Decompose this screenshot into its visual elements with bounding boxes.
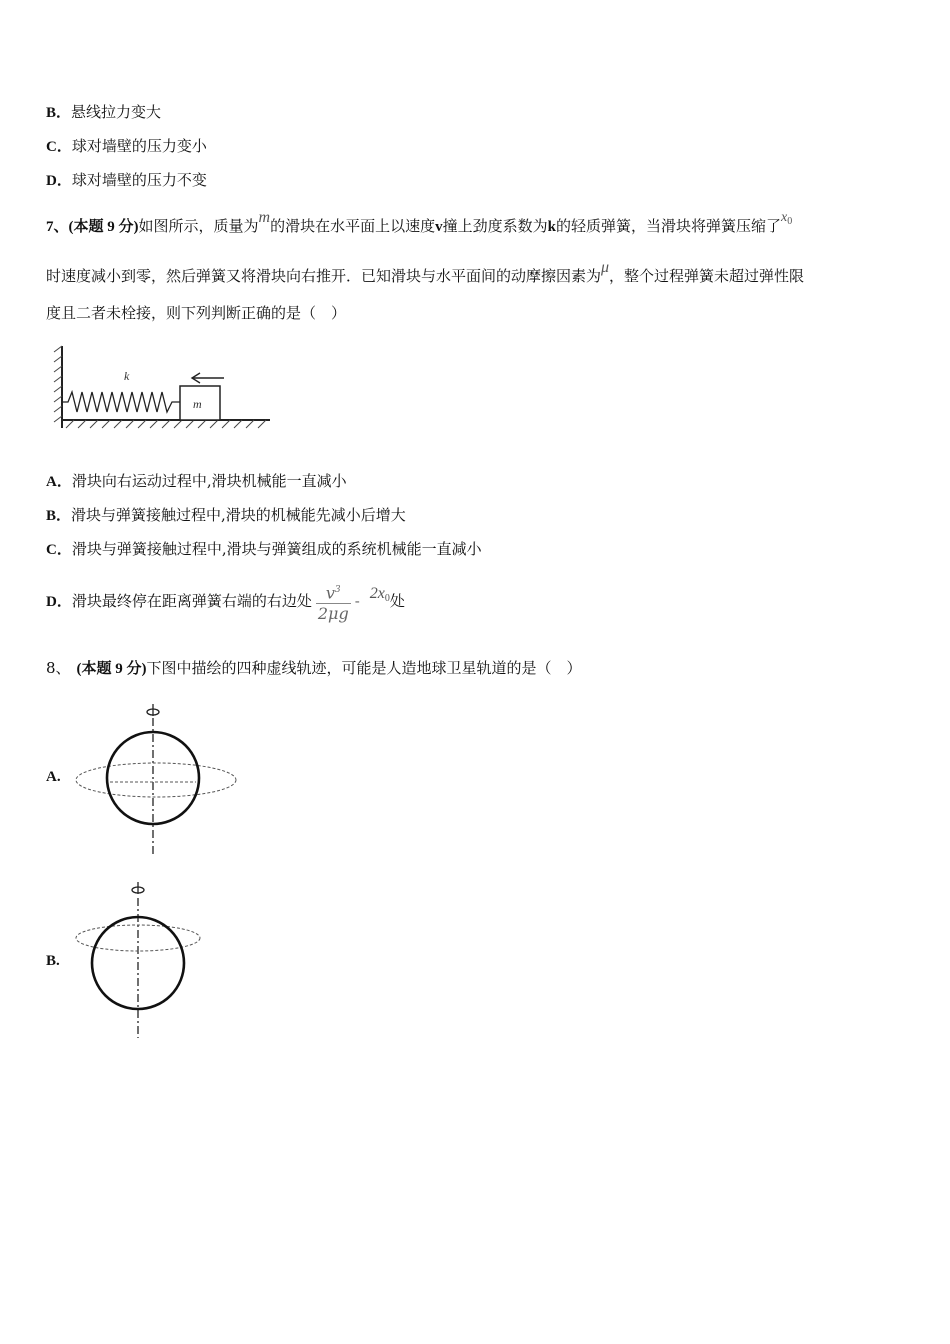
q7-option-b (46, 504, 406, 527)
q7-text: 的轻质弹簧，当滑块将弹簧压缩了 (555, 217, 781, 235)
q7-stem-line-2 (46, 259, 805, 288)
q8-number: 8、 (46, 659, 71, 677)
minus-sign: - (354, 592, 360, 610)
option-label: C． (46, 139, 72, 155)
option-text: 滑块向右运动过程中,滑块机械能一直减小 (71, 472, 347, 490)
option-label: B． (46, 508, 72, 524)
q8-option-b-label: B. (46, 953, 60, 969)
mu-symbol: μ (601, 259, 610, 276)
q8-text: 下图中描绘的四种虚线轨迹，可能是人造地球卫星轨道的是（ ） (146, 659, 582, 677)
option-label: A． (46, 474, 72, 490)
q7-stem-line-3 (46, 302, 346, 324)
q8-option-b-figure (72, 880, 212, 1040)
q7-text: 的滑块在水平面上以速度 (270, 217, 436, 235)
q7-number: 7、 (46, 219, 69, 235)
option-c-prev (46, 135, 207, 158)
q7-score: (本题 9 分) (68, 219, 139, 235)
x0-sub: 0 (787, 216, 793, 227)
option-text: 悬线拉力变大 (71, 103, 162, 121)
k-symbol: k (547, 219, 556, 235)
term-var: 2x (369, 585, 385, 602)
q8-option-a-figure (70, 700, 242, 858)
x0-symbol (781, 210, 792, 225)
v-symbol: v (435, 219, 443, 235)
option-label: B． (46, 105, 72, 121)
frac-num-var: v (325, 583, 335, 603)
q8-option-a-label: A. (46, 769, 61, 785)
term-sub: 0 (384, 593, 390, 604)
option-text: 球对墙壁的压力变小 (71, 137, 207, 155)
q7-text: 撞上劲度系数为 (442, 217, 548, 235)
frac-num-sup: 3 (334, 584, 341, 595)
option-label: D． (46, 173, 72, 189)
q7-text: ，整个过程弹簧未超过弹性限 (609, 267, 805, 285)
option-d-prev (46, 169, 207, 192)
orbit-dashed (76, 763, 236, 797)
fraction (316, 580, 351, 624)
spring (62, 392, 180, 412)
q7-spring-figure (52, 340, 274, 436)
x0-var: x (780, 210, 788, 225)
q7-text: 时速度减小到零，然后弹簧又将滑块向右推开．已知滑块与水平面间的动摩擦因素为 (46, 267, 602, 285)
q8-stem (46, 657, 582, 680)
option-text: 球对墙壁的压力不变 (71, 171, 207, 189)
q7-option-d (46, 578, 405, 627)
q7-text: 度且二者未栓接，则下列判断正确的是（ ） (46, 304, 347, 322)
q7-option-c (46, 538, 482, 561)
q7-stem-line-1 (46, 209, 793, 240)
term-2x0 (370, 585, 390, 602)
q8-score: (本题 9 分) (76, 661, 147, 677)
block-label: m (193, 397, 202, 411)
option-b-prev (46, 101, 161, 124)
mass-symbol: m (258, 209, 271, 226)
option-label: D． (46, 594, 72, 610)
option-text: 滑块与弹簧接触过程中,滑块与弹簧组成的系统机械能一直减小 (71, 540, 482, 558)
q7-option-a (46, 470, 347, 493)
q7-text: 如图所示，质量为 (138, 217, 259, 235)
option-text: 处 (389, 592, 405, 610)
spring-label: k (124, 369, 130, 383)
option-label: C． (46, 542, 72, 558)
option-text: 滑块最终停在距离弹簧右端的右边处 (71, 592, 312, 610)
fraction-denominator: 2μg (317, 604, 349, 624)
option-text: 滑块与弹簧接触过程中,滑块的机械能先减小后增大 (71, 506, 406, 524)
fraction-numerator (316, 580, 351, 604)
